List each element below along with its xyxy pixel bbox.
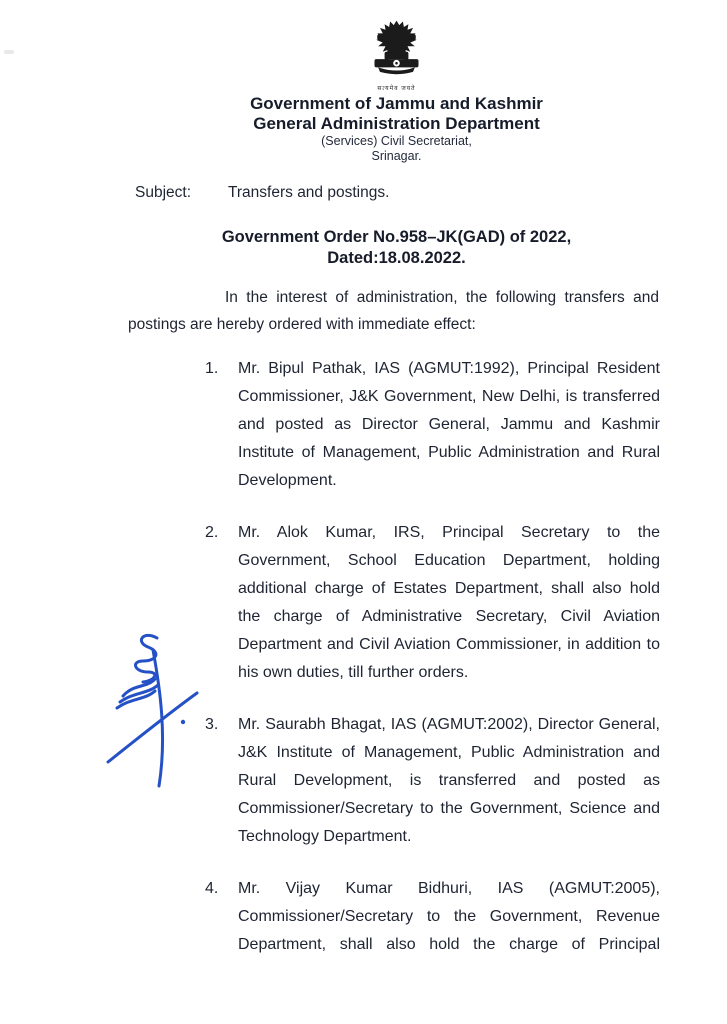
scan-artifact (4, 50, 14, 54)
list-item (205, 519, 660, 687)
letterhead-city-line: Srinagar. (371, 148, 422, 163)
ashoka-lion-capital-icon (369, 18, 424, 80)
order-title (66, 227, 727, 269)
order-date-line: Dated:18.08.2022. (327, 249, 466, 267)
item-number: 3. (205, 716, 219, 733)
item-text: Mr. Vijay Kumar Bidhuri, IAS (AGMUT:2005), Commissioner/Secretary to the Government, Revenue Department, shall also hold the charge of Principal (238, 880, 660, 953)
subject-label: Subject: (135, 184, 192, 201)
letterhead-secretariat-line: (Services) Civil Secretariat, (321, 134, 472, 148)
transfer-order-list (205, 355, 660, 983)
item-number: 2. (205, 524, 219, 541)
list-item (205, 875, 660, 959)
item-number: 1. (205, 360, 219, 377)
item-text: Mr. Alok Kumar, IRS, Principal Secretary to the Government, School Education Department, holding additional charge of Estates Department, shall also hold the charge of Administrative Secretary, Civil Aviation Department and Civil Aviation Commissioner, in addition to his own duties, till further orders. (238, 524, 660, 681)
letterhead-department-line: General Administration Department (253, 114, 540, 133)
emblem-block (66, 18, 727, 93)
letterhead-government-line: Government of Jammu and Kashmir (250, 94, 543, 113)
list-item (205, 711, 660, 851)
item-text: Mr. Saurabh Bhagat, IAS (AGMUT:2002), Director General, J&K Institute of Management, Public Administration and Rural Development, is transferred and posted as Commissioner/Secretary to the Government, Science and Technology Department. (238, 716, 660, 845)
subject-value: Transfers and postings. (228, 184, 390, 201)
intro-paragraph: In the interest of administration, the following transfers and postings are hereby ordered with immediate effect: (128, 289, 659, 333)
list-item (205, 355, 660, 495)
order-number-line: Government Order No.958–JK(GAD) of 2022, (221, 228, 572, 246)
item-text: Mr. Bipul Pathak, IAS (AGMUT:1992), Principal Resident Commissioner, J&K Government, New Delhi, is transferred and posted as Director General, Jammu and Kashmir Institute of Management, Public Administration and Rural Development. (238, 360, 660, 489)
emblem-motto-text: सत्यमेव जयते (377, 86, 416, 92)
subject-row (135, 184, 389, 202)
item-number: 4. (205, 880, 219, 897)
handwritten-signature-ink (93, 616, 211, 794)
letterhead (66, 94, 727, 163)
